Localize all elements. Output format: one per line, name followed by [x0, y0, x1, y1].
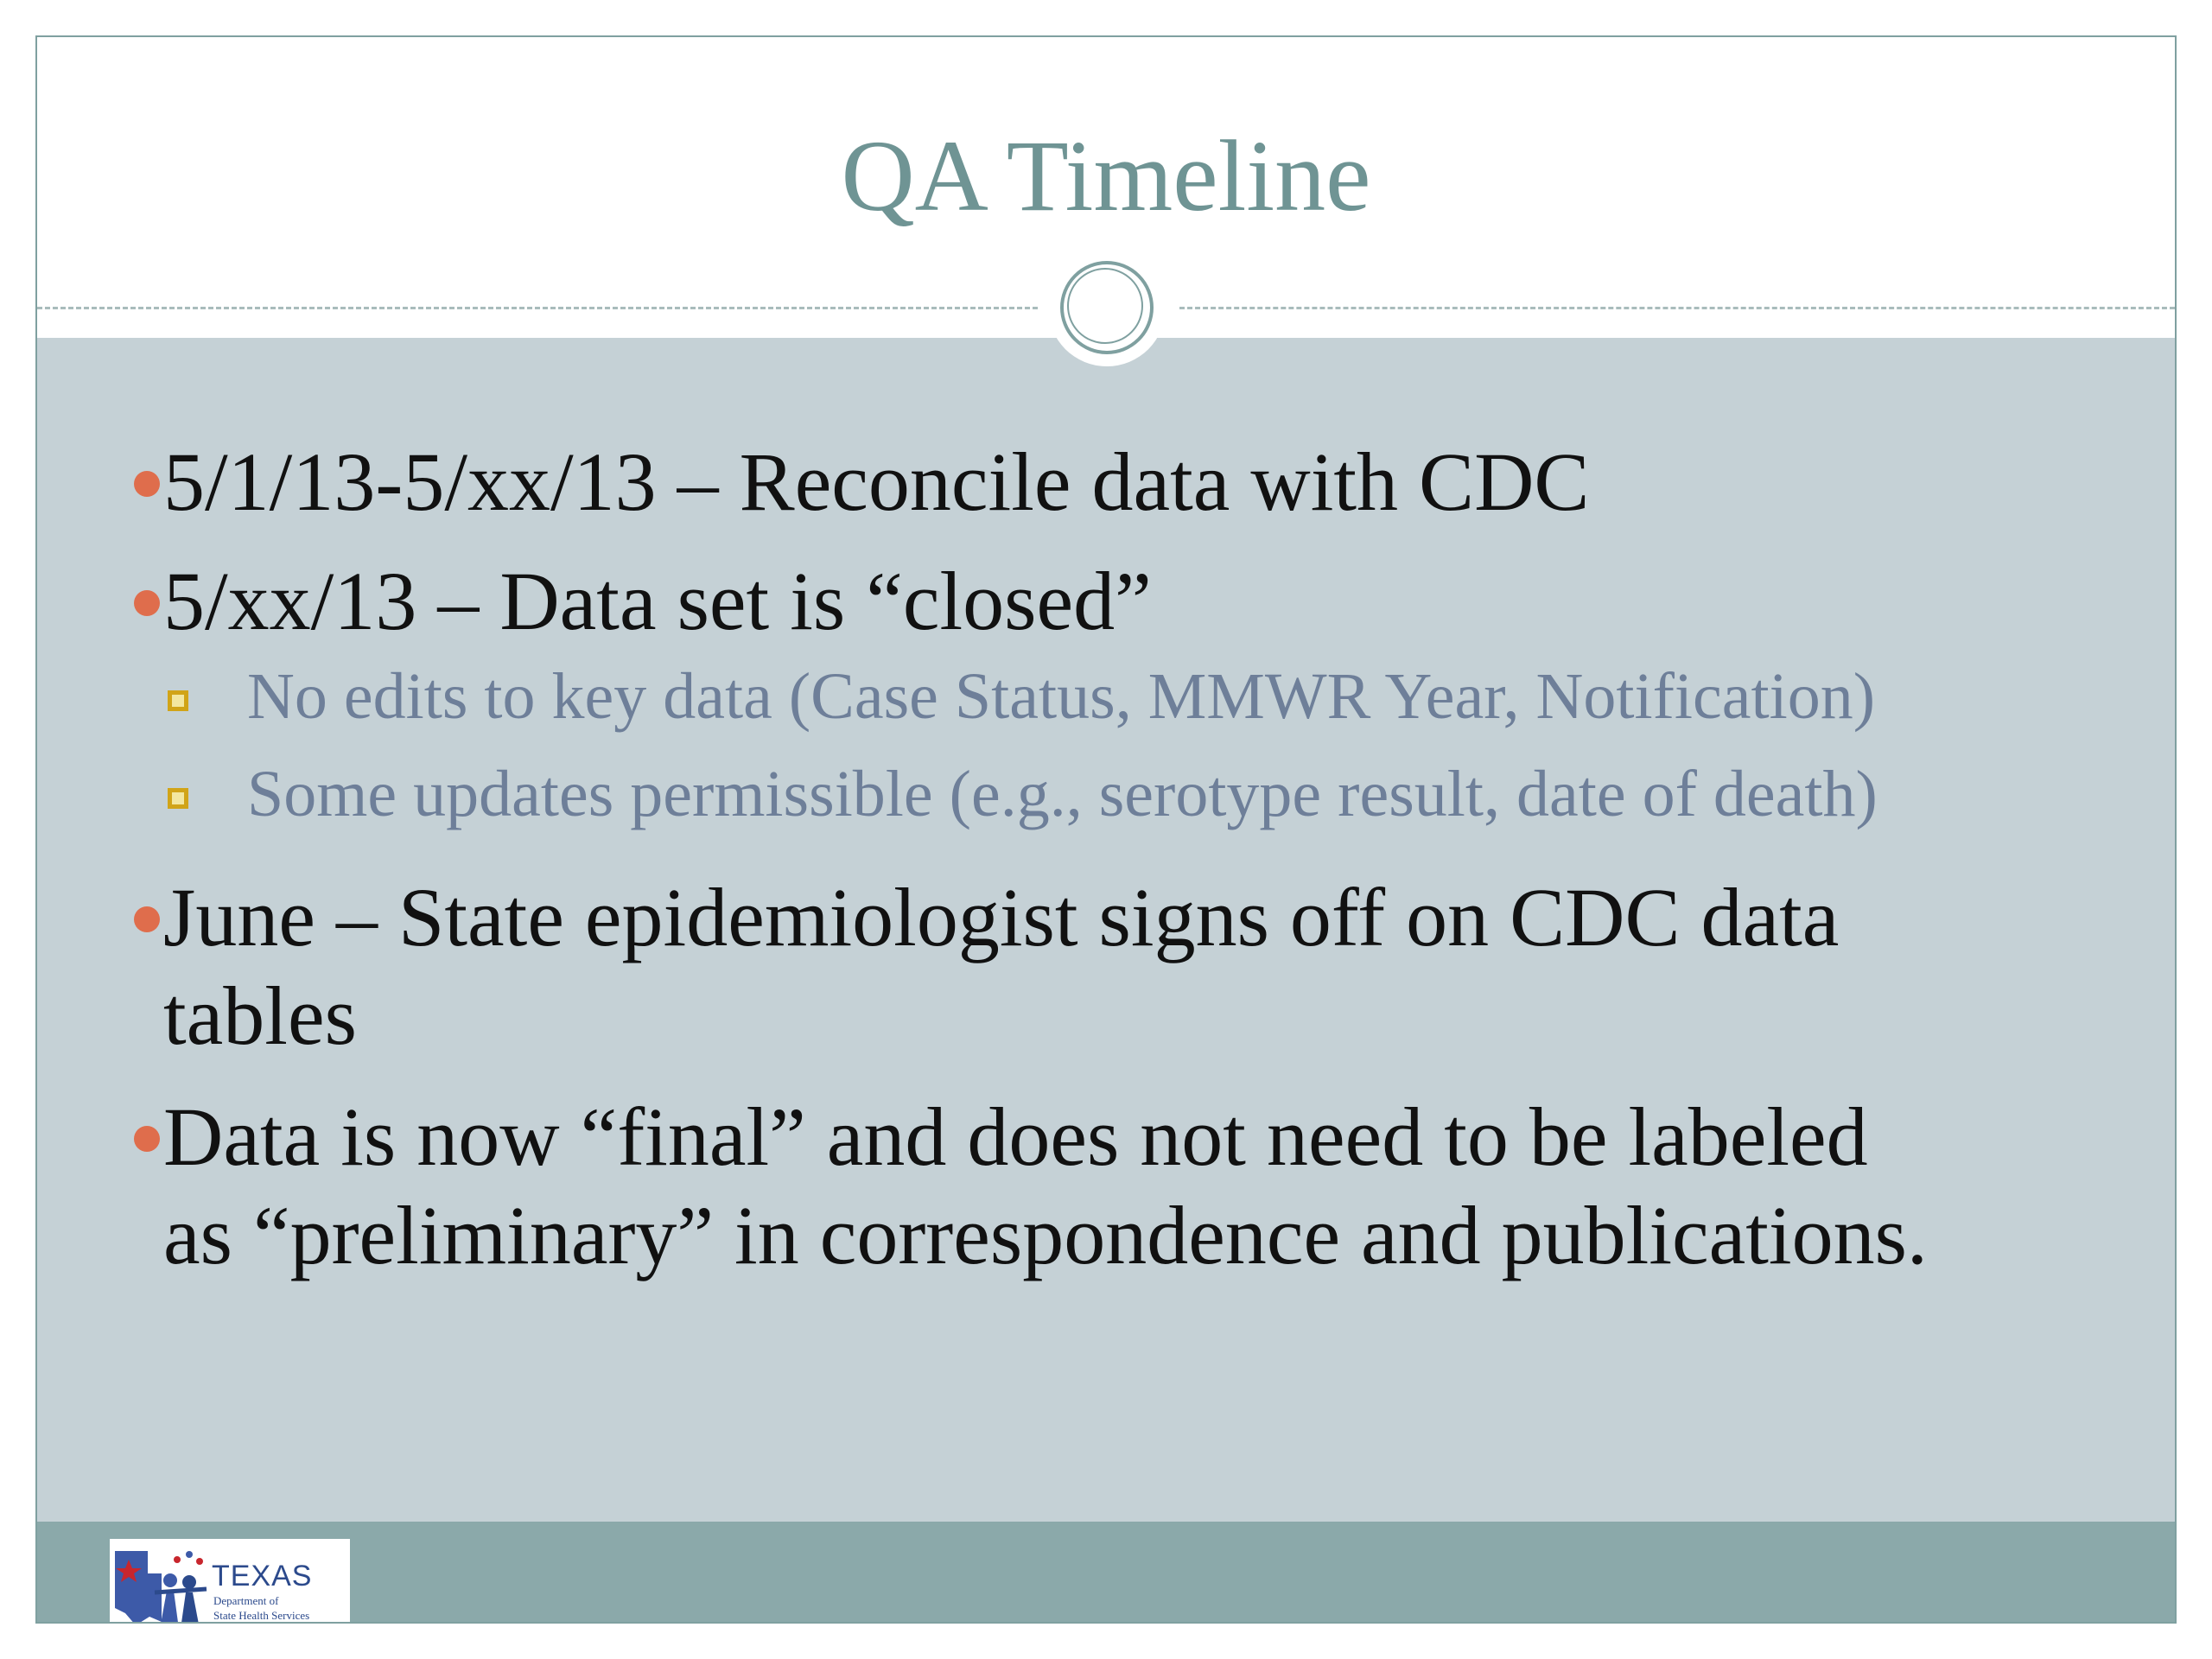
- bullet-text-line: June – State epidemiologist signs off on CDC data: [163, 871, 1840, 963]
- logo-subtitle-line: Department of: [213, 1594, 279, 1607]
- bullet-item: [163, 868, 2168, 1065]
- content-area: [37, 338, 2175, 1522]
- logo-wordmark: TEXAS: [212, 1560, 313, 1592]
- bullet-dot-icon: [134, 590, 160, 616]
- ornament-ring-inner: [1067, 268, 1143, 344]
- footer-bar: [37, 1522, 2175, 1624]
- logo-subtitle-line: State Health Services: [213, 1608, 310, 1622]
- bullet-text-line: Data is now “final” and does not need to be labeled: [163, 1090, 1868, 1183]
- bullet-list: [37, 338, 2175, 1522]
- texas-dshs-logo: [110, 1539, 350, 1624]
- logo-emblem-icon: [110, 1539, 213, 1624]
- sub-bullet-item: [247, 658, 2177, 735]
- bullet-item: [163, 552, 2168, 651]
- bullet-item: [163, 1088, 2168, 1285]
- bullet-text: 5/xx/13 – Data set is “closed”: [163, 555, 1152, 647]
- sub-bullet-text: No edits to key data (Case Status, MMWR Year, Notification): [247, 660, 1876, 733]
- slide-title: QA Timeline: [841, 119, 1371, 232]
- bullet-dot-icon: [134, 1126, 160, 1152]
- square-bullet-icon: [168, 788, 188, 809]
- title-divider-right: [1179, 307, 2175, 309]
- bullet-text: 5/1/13-5/xx/13 – Reconcile data with CDC: [163, 435, 1590, 528]
- title-divider-left: [37, 307, 1038, 309]
- title-circle-ornament: [1048, 249, 1166, 366]
- bullet-text-line: as “preliminary” in correspondence and publications.: [163, 1189, 1928, 1281]
- square-bullet-icon: [168, 690, 188, 711]
- bullet-dot-icon: [134, 906, 160, 932]
- slide: [35, 35, 2177, 1624]
- bullet-dot-icon: [134, 471, 160, 497]
- sub-bullet-item: [247, 755, 2177, 833]
- bullet-text-line: tables: [163, 969, 357, 1062]
- bullet-item: [163, 433, 2168, 531]
- logo-subtitle: [213, 1594, 350, 1624]
- sub-bullet-text: Some updates permissible (e.g., serotype result, date of death): [247, 758, 1878, 830]
